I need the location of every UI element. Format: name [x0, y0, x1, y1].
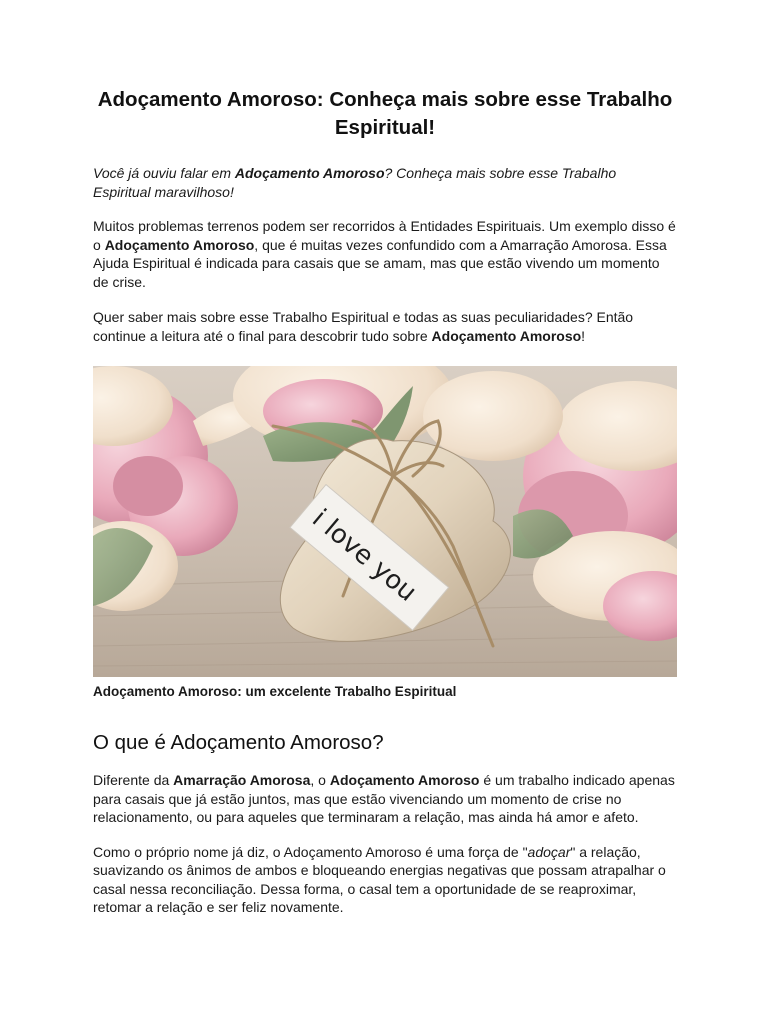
paragraph-text-end: !: [581, 327, 586, 344]
paragraph-text: Diferente da: [93, 772, 174, 788]
paragraph-text-end: " a relação, suavizando os ânimos de ambos e bloqueando energias negativas que possam atrapalhar o casal nessa reconciliação. Dessa forma, o casal tem a oportunidade de se reaproximar, retomar a relação e ser feliz novamente.: [93, 843, 666, 915]
paragraph-text: , o: [310, 772, 330, 788]
paragraph-entidades: [93, 217, 677, 291]
paragraph-bold-term: Adoçamento Amoroso: [431, 327, 582, 344]
paragraph-bold-term: Amarração Amorosa: [173, 772, 311, 788]
section-heading: O que é Adoçamento Amoroso?: [93, 731, 384, 754]
paragraph-adocar: [93, 843, 677, 917]
paragraph-text: Quer saber mais sobre esse Trabalho Espiritual e todas as suas peculiaridades? Então continue a leitura até o final para descobrir tudo sobre: [93, 309, 634, 344]
roses-heart-photo: [93, 366, 677, 677]
paragraph-bold-term: Adoçamento Amoroso: [104, 236, 255, 253]
paragraph-text: Muitos problemas terrenos podem ser recorridos à Entidades Espirituais. Um exemplo disso é o: [93, 218, 676, 253]
paragraph-diferente: [93, 771, 677, 827]
intro-text-end: ? Conheça mais sobre esse Trabalho Espiritual maravilhoso!: [93, 165, 617, 200]
paragraph-text-end: é um trabalho indicado apenas para casais que já estão juntos, mas que estão vivenciando um momento de crise no relacionamento, ou para aqueles que terminaram a relação, mas ainda há amor e afeto.: [93, 772, 675, 825]
intro-paragraph: [93, 164, 677, 201]
intro-bold-term: Adoçamento Amoroso: [234, 165, 385, 181]
intro-text: Você já ouviu falar em: [93, 165, 235, 181]
paragraph-text-end: , que é muitas vezes confundido com a Amarração Amorosa. Essa Ajuda Espiritual é indicada para casais que se amam, mas que estão vivendo um momento de crise.: [93, 236, 667, 290]
image-caption: Adoçamento Amoroso: um excelente Trabalho Espiritual: [93, 684, 457, 699]
document-page: [93, 86, 677, 917]
paragraph-continue-reading: [93, 308, 677, 345]
paragraph-italic-term: adoçar: [527, 843, 571, 860]
document-title: Adoçamento Amoroso: Conheça mais sobre esse Trabalho Espiritual!: [97, 88, 673, 139]
tag-text: i love you: [306, 503, 423, 608]
paragraph-bold-term: Adoçamento Amoroso: [329, 772, 480, 788]
paragraph-text: Como o próprio nome já diz, o Adoçamento Amoroso é uma força de ": [93, 843, 528, 860]
